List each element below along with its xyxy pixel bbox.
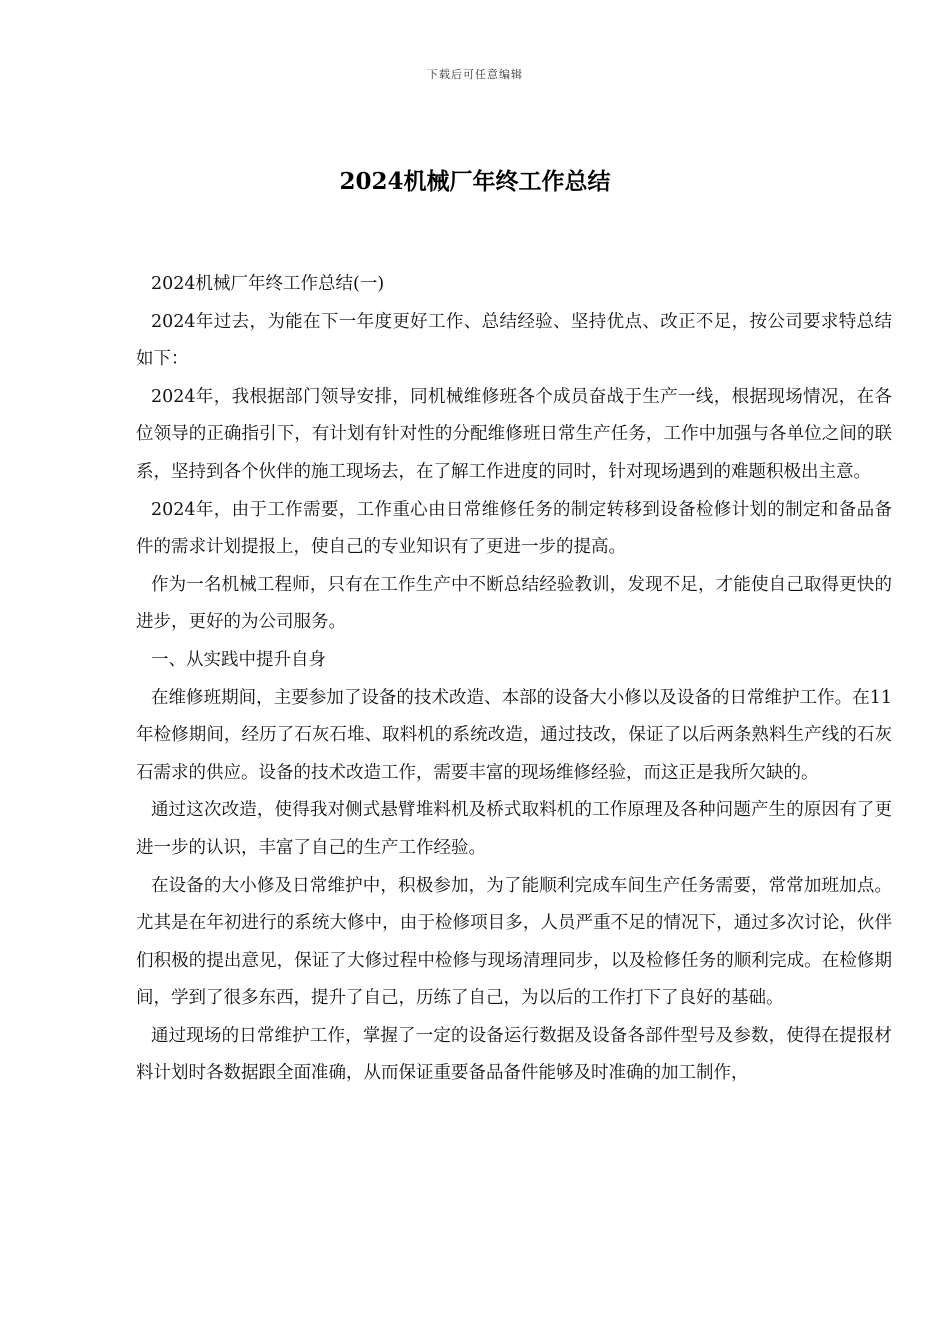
paragraph: 2024年，由于工作需要，工作重心由日常维修任务的制定转移到设备检修计划的制定和备品备件的需求计划提报上，使自己的专业知识有了更进一步的提高。 bbox=[136, 499, 892, 558]
document-body bbox=[136, 266, 892, 1093]
paragraph: 2024年，我根据部门领导安排，同机械维修班各个成员奋战于生产一线，根据现场情况，在各位领导的正确指引下，有计划有针对性的分配维修班日常生产任务，工作中加强与各单位之间的联系，坚持到各个伙伴的施工现场去，在了解工作进度的同时，针对现场遇到的难题积极出主意。 bbox=[136, 386, 892, 482]
document-title: 2024机械厂年终工作总结 bbox=[339, 168, 611, 195]
paragraph: 作为一名机械工程师，只有在工作生产中不断总结经验教训，发现不足，才能使自己取得更快的进步，更好的为公司服务。 bbox=[136, 574, 892, 633]
header-note: 下载后可任意编辑 bbox=[427, 68, 523, 81]
paragraph: 通过现场的日常维护工作，掌握了一定的设备运行数据及设备各部件型号及参数，使得在提报材料计划时各数据跟全面准确，从而保证重要备品备件能够及时准确的加工制作， bbox=[136, 1025, 892, 1084]
paragraph: 在设备的大小修及日常维护中，积极参加，为了能顺利完成车间生产任务需要，常常加班加点。尤其是在年初进行的系统大修中，由于检修项目多，人员严重不足的情况下，通过多次讨论，伙伴们积极的提出意见，保证了大修过程中检修与现场清理同步，以及检修任务的顺利完成。在检修期间，学到了很多东西，提升了自己，历练了自己，为以后的工作打下了良好的基础。 bbox=[136, 875, 892, 1009]
paragraph-intro: 2024年过去，为能在下一年度更好工作、总结经验、坚持优点、改正不足，按公司要求特总结如下： bbox=[136, 311, 892, 370]
paragraph-subtitle: 2024机械厂年终工作总结(一) bbox=[151, 274, 385, 294]
paragraph: 通过这次改造，使得我对侧式悬臂堆料机及桥式取料机的工作原理及各种问题产生的原因有了更进一步的认识，丰富了自己的生产工作经验。 bbox=[136, 800, 892, 858]
section-heading: 一、从实践中提升自身 bbox=[151, 649, 326, 670]
paragraph: 在维修班期间，主要参加了设备的技术改造、本部的设备大小修以及设备的日常维护工作。在11年检修期间，经历了石灰石堆、取料机的系统改造，通过技改，保证了以后两条熟料生产线的石灰石需求的供应。设备的技术改造工作，需要丰富的现场维修经验，而这正是我所欠缺的。 bbox=[136, 687, 892, 783]
